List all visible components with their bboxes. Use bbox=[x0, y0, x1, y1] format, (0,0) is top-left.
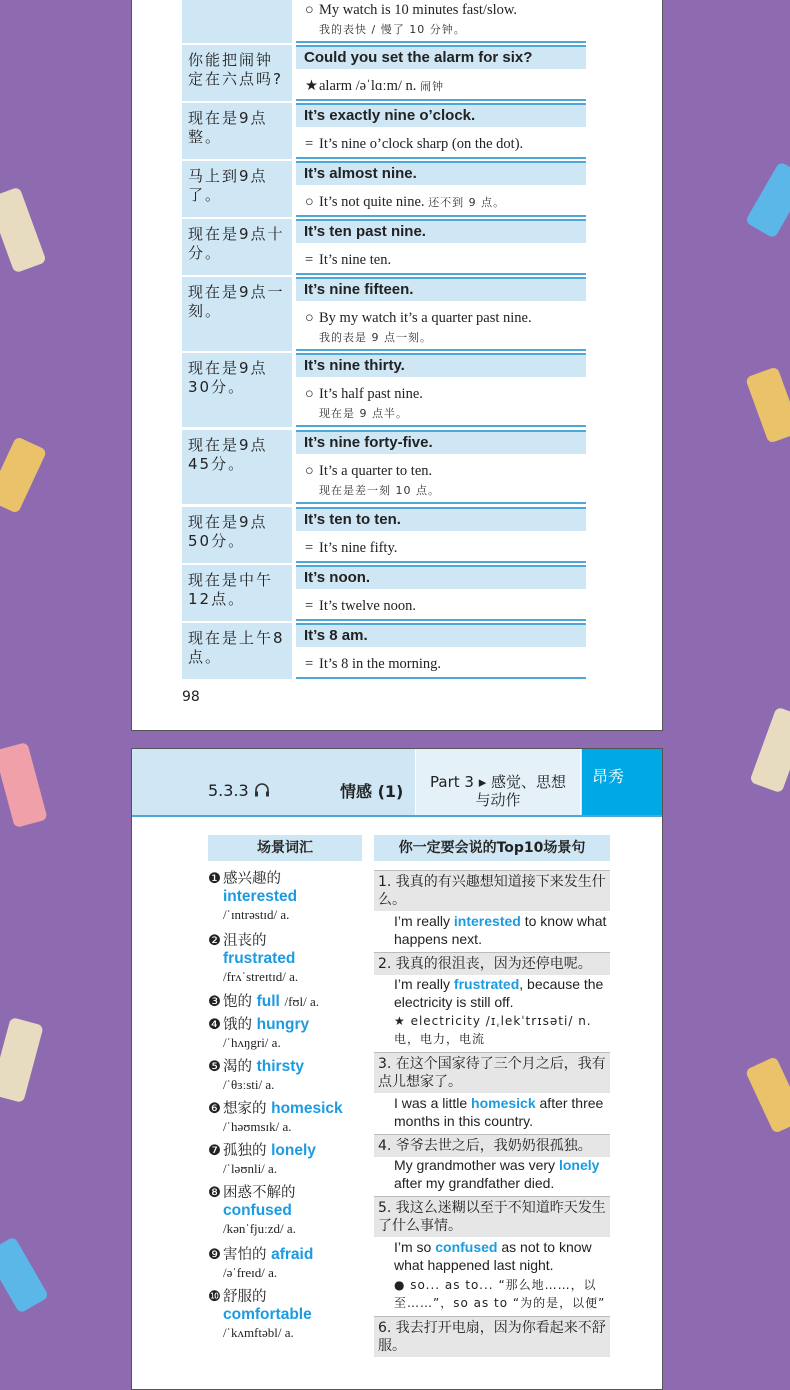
row-chinese: 现在是9点十分。 bbox=[182, 219, 292, 275]
vocab-item: ❿ 舒服的 comfortable /ˈkʌmftəbl/ a. bbox=[208, 1289, 312, 1340]
vocab-item: ❹ 饿的 hungry /ˈhʌŋgri/ a. bbox=[208, 1016, 310, 1050]
equals-symbol: = bbox=[305, 540, 314, 556]
vocab-item: ❺ 渴的 thirsty /ˈθɜːsti/ a. bbox=[208, 1058, 304, 1092]
table-row bbox=[182, 430, 586, 504]
decorative-letter-t bbox=[0, 742, 48, 828]
vocab-item: ❻ 想家的 homesick /ˈhəʊmsɪk/ a. bbox=[208, 1100, 343, 1134]
row-heading: It’s noon. bbox=[296, 565, 586, 589]
circle-symbol: ○ bbox=[305, 310, 314, 326]
example-english: It’s nine ten. bbox=[319, 252, 392, 268]
row-body bbox=[296, 647, 586, 679]
row-heading: It’s ten past nine. bbox=[296, 219, 586, 243]
decorative-letter-u2 bbox=[0, 1017, 44, 1103]
table-row bbox=[182, 277, 586, 351]
equals-symbol: = bbox=[305, 656, 314, 672]
row-body bbox=[296, 589, 586, 621]
equals-symbol: = bbox=[305, 136, 314, 152]
circle-symbol: ○ bbox=[305, 386, 314, 402]
vocab-item: ❸ 饱的 full /fʊl/ a. bbox=[208, 993, 320, 1010]
vocab-heading: 场景词汇 bbox=[208, 835, 362, 861]
row-chinese: 你能把闹钟定在六点吗? bbox=[182, 45, 292, 101]
circle-symbol: ○ bbox=[305, 194, 314, 210]
section-title: 情感 (1) bbox=[340, 782, 404, 801]
equals-symbol: = bbox=[305, 252, 314, 268]
example-chinese: 现在是 9 点半。 bbox=[319, 407, 408, 420]
example-english: By my watch it’s a quarter past nine. bbox=[319, 310, 532, 326]
sentence-question: 5. 我这么迷糊以至于不知道昨天发生了什么事情。 bbox=[374, 1196, 610, 1237]
table-row bbox=[182, 623, 586, 679]
sentence-note: ● so... as to... “那么地……，以至……”，so as to “为的是，以便” bbox=[394, 1278, 606, 1310]
sentence-answer: I’m so confused as not to know what happened last night. bbox=[394, 1239, 592, 1273]
table-row bbox=[182, 161, 586, 217]
row-body bbox=[296, 531, 586, 563]
side-tag: 昂秀 bbox=[582, 749, 662, 815]
book-page-98 bbox=[131, 0, 663, 731]
sentence-question: 6. 我去打开电扇，因为你看起来不舒服。 bbox=[374, 1316, 610, 1357]
example-chinese: 闹钟 bbox=[420, 80, 444, 93]
circle-symbol: ○ bbox=[305, 463, 314, 479]
row-body bbox=[296, 454, 586, 504]
decorative-letter-u3 bbox=[749, 707, 790, 794]
sentence-answer: I’m really frustrated, because the electricity is still off. bbox=[394, 976, 604, 1010]
star-symbol: ★ bbox=[305, 78, 318, 94]
section-number: 5.3.3 bbox=[208, 781, 270, 800]
row-chinese: 现在是9点50分。 bbox=[182, 507, 292, 563]
vocab-item: ❷ 沮丧的 frustrated /frʌˈstreɪtɪd/ a. bbox=[208, 933, 299, 984]
decorative-letter-v bbox=[745, 161, 790, 239]
row-heading: Could you set the alarm for six? bbox=[296, 45, 586, 69]
example-english: It’s a quarter to ten. bbox=[319, 463, 433, 479]
row-chinese: 现在是9点30分。 bbox=[182, 353, 292, 427]
decorative-letter-n bbox=[745, 1056, 790, 1134]
row-heading: It’s 8 am. bbox=[296, 623, 586, 647]
example-english: It’s nine o’clock sharp (on the dot). bbox=[319, 136, 524, 152]
table-row bbox=[182, 0, 586, 43]
table-row bbox=[182, 565, 586, 621]
sentence-question: 2. 我真的很沮丧，因为还停电呢。 bbox=[374, 952, 610, 975]
example-chinese: 我的表是 9 点一刻。 bbox=[319, 331, 432, 344]
vocab-item: ❾ 害怕的 afraid /əˈfreɪd/ a. bbox=[208, 1246, 314, 1280]
row-heading: It’s almost nine. bbox=[296, 161, 586, 185]
example-chinese: 我的表快 / 慢了 10 分钟。 bbox=[319, 23, 466, 36]
section-header bbox=[132, 749, 662, 817]
row-chinese: 现在是9点45分。 bbox=[182, 430, 292, 504]
decorative-letter-z bbox=[745, 366, 790, 443]
row-heading: It’s exactly nine o’clock. bbox=[296, 103, 586, 127]
example-english: It’s 8 in the morning. bbox=[319, 656, 442, 672]
circle-symbol: ○ bbox=[305, 2, 314, 18]
example-english: alarm /əˈlɑːm/ n. bbox=[319, 78, 417, 94]
row-chinese: 现在是中午12点。 bbox=[182, 565, 292, 621]
table-row bbox=[182, 219, 586, 275]
row-body bbox=[296, 69, 586, 101]
vocab-item: ❽ 困惑不解的 confused /kənˈfjuːzd/ a. bbox=[208, 1185, 296, 1236]
row-body bbox=[296, 0, 586, 43]
book-page-next bbox=[131, 748, 663, 1390]
row-body bbox=[296, 377, 586, 427]
row-heading: It’s nine fifteen. bbox=[296, 277, 586, 301]
table-row bbox=[182, 507, 586, 563]
headphones-icon[interactable] bbox=[254, 783, 270, 797]
row-chinese: 马上到9点了。 bbox=[182, 161, 292, 217]
decorative-letter-u bbox=[0, 187, 47, 274]
row-body bbox=[296, 185, 586, 217]
example-chinese: 现在是差一刻 10 点。 bbox=[319, 484, 440, 497]
row-body bbox=[296, 127, 586, 159]
decorative-letter-a bbox=[0, 1236, 49, 1314]
vocab-item: ❼ 孤独的 lonely /ˈləʊnli/ a. bbox=[208, 1142, 316, 1176]
sentence-question: 4. 爷爷去世之后，我奶奶很孤独。 bbox=[374, 1134, 610, 1157]
example-english: It’s not quite nine. bbox=[319, 194, 425, 210]
row-heading: It’s nine forty-five. bbox=[296, 430, 586, 454]
row-chinese: 现在是上午8点。 bbox=[182, 623, 292, 679]
sentence-note: ★ electricity /ɪˌlekˈtrɪsəti/ n. 电，电力，电流 bbox=[394, 1014, 592, 1046]
table-row bbox=[182, 45, 586, 101]
row-body bbox=[296, 301, 586, 351]
example-chinese: 还不到 9 点。 bbox=[428, 196, 506, 209]
row-chinese: 现在是9点一刻。 bbox=[182, 277, 292, 351]
sentence-question: 3. 在这个国家待了三个月之后，我有点儿想家了。 bbox=[374, 1052, 610, 1093]
page-number: 98 bbox=[182, 689, 200, 705]
table-row bbox=[182, 103, 586, 159]
row-body bbox=[296, 243, 586, 275]
row-chinese: 现在是9点整。 bbox=[182, 103, 292, 159]
vocab-item: ❶ 感兴趣的 interested /ˈɪntrəstɪd/ a. bbox=[208, 871, 298, 922]
part-label: Part 3 ▸ 感觉、思想 与动作 bbox=[415, 749, 581, 815]
row-heading: It’s ten to ten. bbox=[296, 507, 586, 531]
equals-symbol: = bbox=[305, 598, 314, 614]
example-english: My watch is 10 minutes fast/slow. bbox=[319, 2, 518, 18]
row-heading: It’s nine thirty. bbox=[296, 353, 586, 377]
example-english: It’s half past nine. bbox=[319, 386, 423, 402]
example-english: It’s twelve noon. bbox=[319, 598, 417, 614]
row-chinese bbox=[182, 0, 292, 43]
sentences-heading: 你一定要会说的Top10场景句 bbox=[374, 835, 610, 861]
table-row bbox=[182, 353, 586, 427]
sentence-answer: I was a little homesick after three months in this country. bbox=[394, 1095, 604, 1129]
decorative-letter-w bbox=[0, 436, 47, 514]
sentence-answer: My grandmother was very lonely after my grandfather died. bbox=[394, 1157, 600, 1191]
sentence-answer: I’m really interested to know what happens next. bbox=[394, 913, 607, 947]
example-english: It’s nine fifty. bbox=[319, 540, 398, 556]
sentence-question: 1. 我真的有兴趣想知道接下来发生什么。 bbox=[374, 870, 610, 911]
